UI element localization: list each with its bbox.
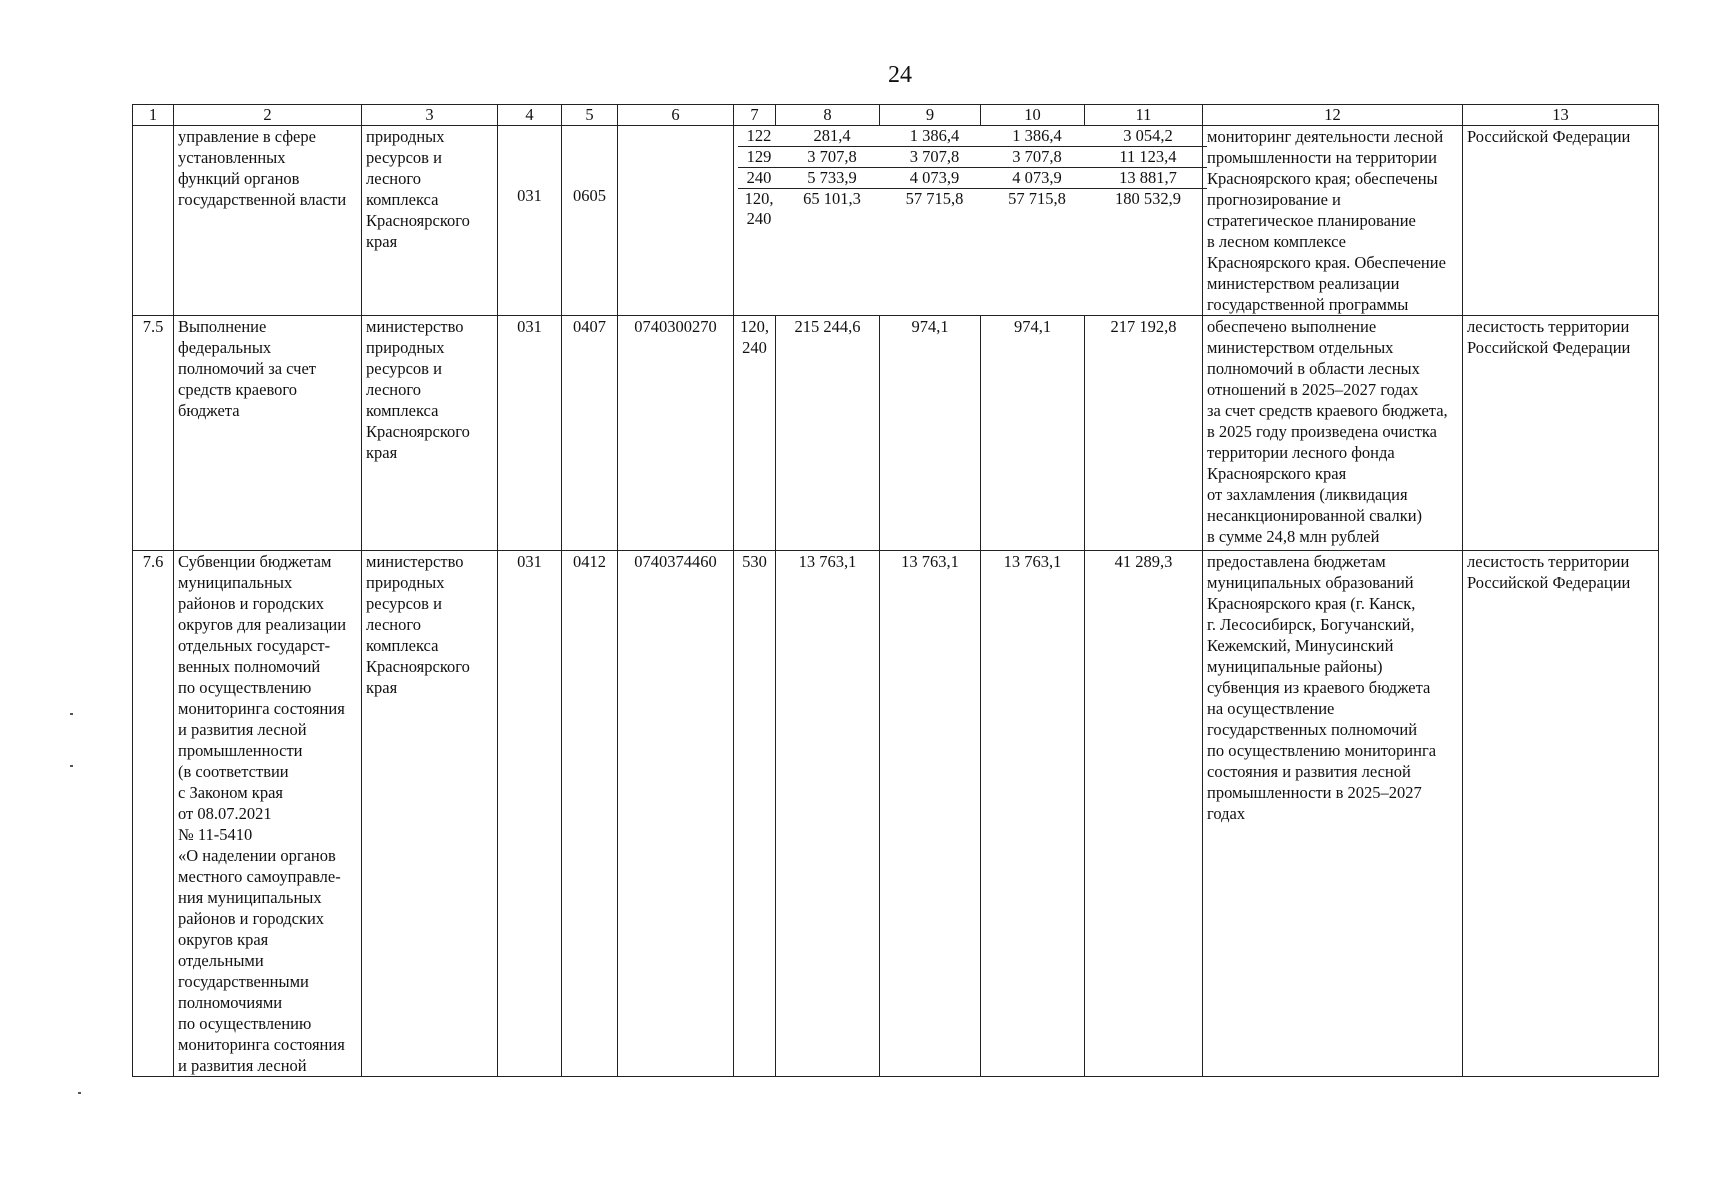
column-number: 9: [880, 105, 981, 126]
expected-result: обеспечено выполнение министерством отдельных полномочий в области лесных отношений в 2025–2027 годах за счет средств краевого бюджета, в 2025 году произведена очистка территории лесного фонда Красноярского края от захламления (ликвидация несанкционированной свалки) в сумме 24,8 млн рублей: [1203, 316, 1463, 551]
amount-2027: 57 715,8: [1008, 189, 1066, 208]
budget-lines: [738, 126, 1207, 229]
budget-line: [738, 189, 1207, 230]
column-number: 8: [776, 105, 880, 126]
amount-2027: 4 073,9: [985, 168, 1089, 189]
agency-name: министерство природных ресурсов и лесного комплекса Красноярского края: [362, 316, 498, 551]
expense-type: 240: [738, 168, 780, 189]
amount-2026: 3 707,8: [884, 147, 985, 168]
amount-2027: 974,1: [981, 316, 1085, 551]
expected-result: мониторинг деятельности лесной промышленности на территории Красноярского края; обеспечены прогнозирование и стратегическое планирование в лесном комплексе Красноярского края. Обеспечение министерством реализации государственной программы: [1203, 126, 1463, 316]
amount-2026: 13 763,1: [880, 551, 981, 1077]
amount-2026: 57 715,8: [905, 189, 964, 208]
amount-2027: 13 763,1: [981, 551, 1085, 1077]
amount-total: 41 289,3: [1085, 551, 1203, 1077]
ministry-code: 031: [498, 316, 562, 551]
table-row: [133, 316, 1659, 551]
expected-result: предоставлена бюджетам муниципальных образований Красноярского края (г. Канск, г. Лесосибирск, Богучанский, Кежемский, Минусинский муниципальные районы) субвенция из краевого бюджета на осуществление государственных полномочий по осуществлению мониторинга состояния и развития лесной промышленности в 2025–2027 годах: [1203, 551, 1463, 1077]
activity-name: управление в сфере установленных функций органов государственной власти: [174, 126, 362, 316]
amount-total: 13 881,7: [1089, 168, 1207, 189]
amount-2026: 974,1: [880, 316, 981, 551]
agency-name: природных ресурсов и лесного комплекса Красноярского края: [362, 126, 498, 316]
expense-type: 120, 240: [734, 316, 776, 551]
column-number: 12: [1203, 105, 1463, 126]
amount-2027: 1 386,4: [985, 126, 1089, 147]
column-number: 1: [133, 105, 174, 126]
amount-2027: 3 707,8: [985, 147, 1089, 168]
column-number: 11: [1085, 105, 1203, 126]
margin-mark: [70, 765, 73, 767]
amount-total: 3 054,2: [1089, 126, 1207, 147]
amount-total: 180 532,9: [1115, 189, 1181, 208]
column-number: 13: [1463, 105, 1659, 126]
target-code: 0740300270: [618, 316, 734, 551]
expense-type: 530: [734, 551, 776, 1077]
amount-2026: 4 073,9: [884, 168, 985, 189]
budget-line: [738, 126, 1207, 147]
section-code: 0412: [562, 551, 618, 1077]
column-number: 3: [362, 105, 498, 126]
amount-total: 11 123,4: [1089, 147, 1207, 168]
continuation-row: [133, 126, 1659, 316]
target-code: 0740374460: [618, 551, 734, 1077]
column-number: 5: [562, 105, 618, 126]
agency-name: министерство природных ресурсов и лесного комплекса Красноярского края: [362, 551, 498, 1077]
section-code: 0407: [562, 316, 618, 551]
program-table: [132, 104, 1659, 1077]
column-number: 2: [174, 105, 362, 126]
expense-type: 120, 240: [744, 189, 774, 228]
target-indicator: лесистость территории Российской Федерации: [1463, 551, 1659, 1077]
budget-breakdown: [734, 126, 1203, 316]
amount-2025: 13 763,1: [776, 551, 880, 1077]
amount-2025: 215 244,6: [776, 316, 880, 551]
target-indicator: лесистость территории Российской Федерации: [1463, 316, 1659, 551]
column-number: 7: [734, 105, 776, 126]
margin-mark: [70, 713, 73, 715]
activity-name: Субвенции бюджетам муниципальных районов и городских округов для реализации отдельных государст- венных полномочий по осуществлению мониторинга состояния и развития лесной промышленности (в соответствии с Законом края от 08.07.2021 № 11-5410 «О наделении органов местного самоуправле- ния муниципальных районов и городских округов края отдельными государственными полномочиями по осуществлению мониторинга состояния и развития лесной: [174, 551, 362, 1077]
activity-name: Выполнение федеральных полномочий за счет средств краевого бюджета: [174, 316, 362, 551]
page-number: 24: [888, 62, 912, 88]
expense-type: 129: [738, 147, 780, 168]
row-number: 7.5: [133, 316, 174, 551]
column-number: 6: [618, 105, 734, 126]
target-code: [618, 126, 734, 316]
column-number: 10: [981, 105, 1085, 126]
margin-mark: [78, 1092, 81, 1094]
column-number-row: [133, 105, 1659, 126]
expense-type: 122: [738, 126, 780, 147]
ministry-code: 031: [498, 126, 562, 316]
amount-2025: 5 733,9: [780, 168, 884, 189]
budget-line: [738, 147, 1207, 168]
amount-2025: 281,4: [780, 126, 884, 147]
row-number-cell: [133, 126, 174, 316]
amount-total: 217 192,8: [1085, 316, 1203, 551]
budget-line: [738, 168, 1207, 189]
section-code: 0605: [562, 126, 618, 316]
table-row: [133, 551, 1659, 1077]
amount-2025: 65 101,3: [803, 189, 861, 208]
amount-2025: 3 707,8: [780, 147, 884, 168]
row-number: 7.6: [133, 551, 174, 1077]
target-indicator: Российской Федерации: [1463, 126, 1659, 316]
ministry-code: 031: [498, 551, 562, 1077]
amount-2026: 1 386,4: [884, 126, 985, 147]
column-number: 4: [498, 105, 562, 126]
